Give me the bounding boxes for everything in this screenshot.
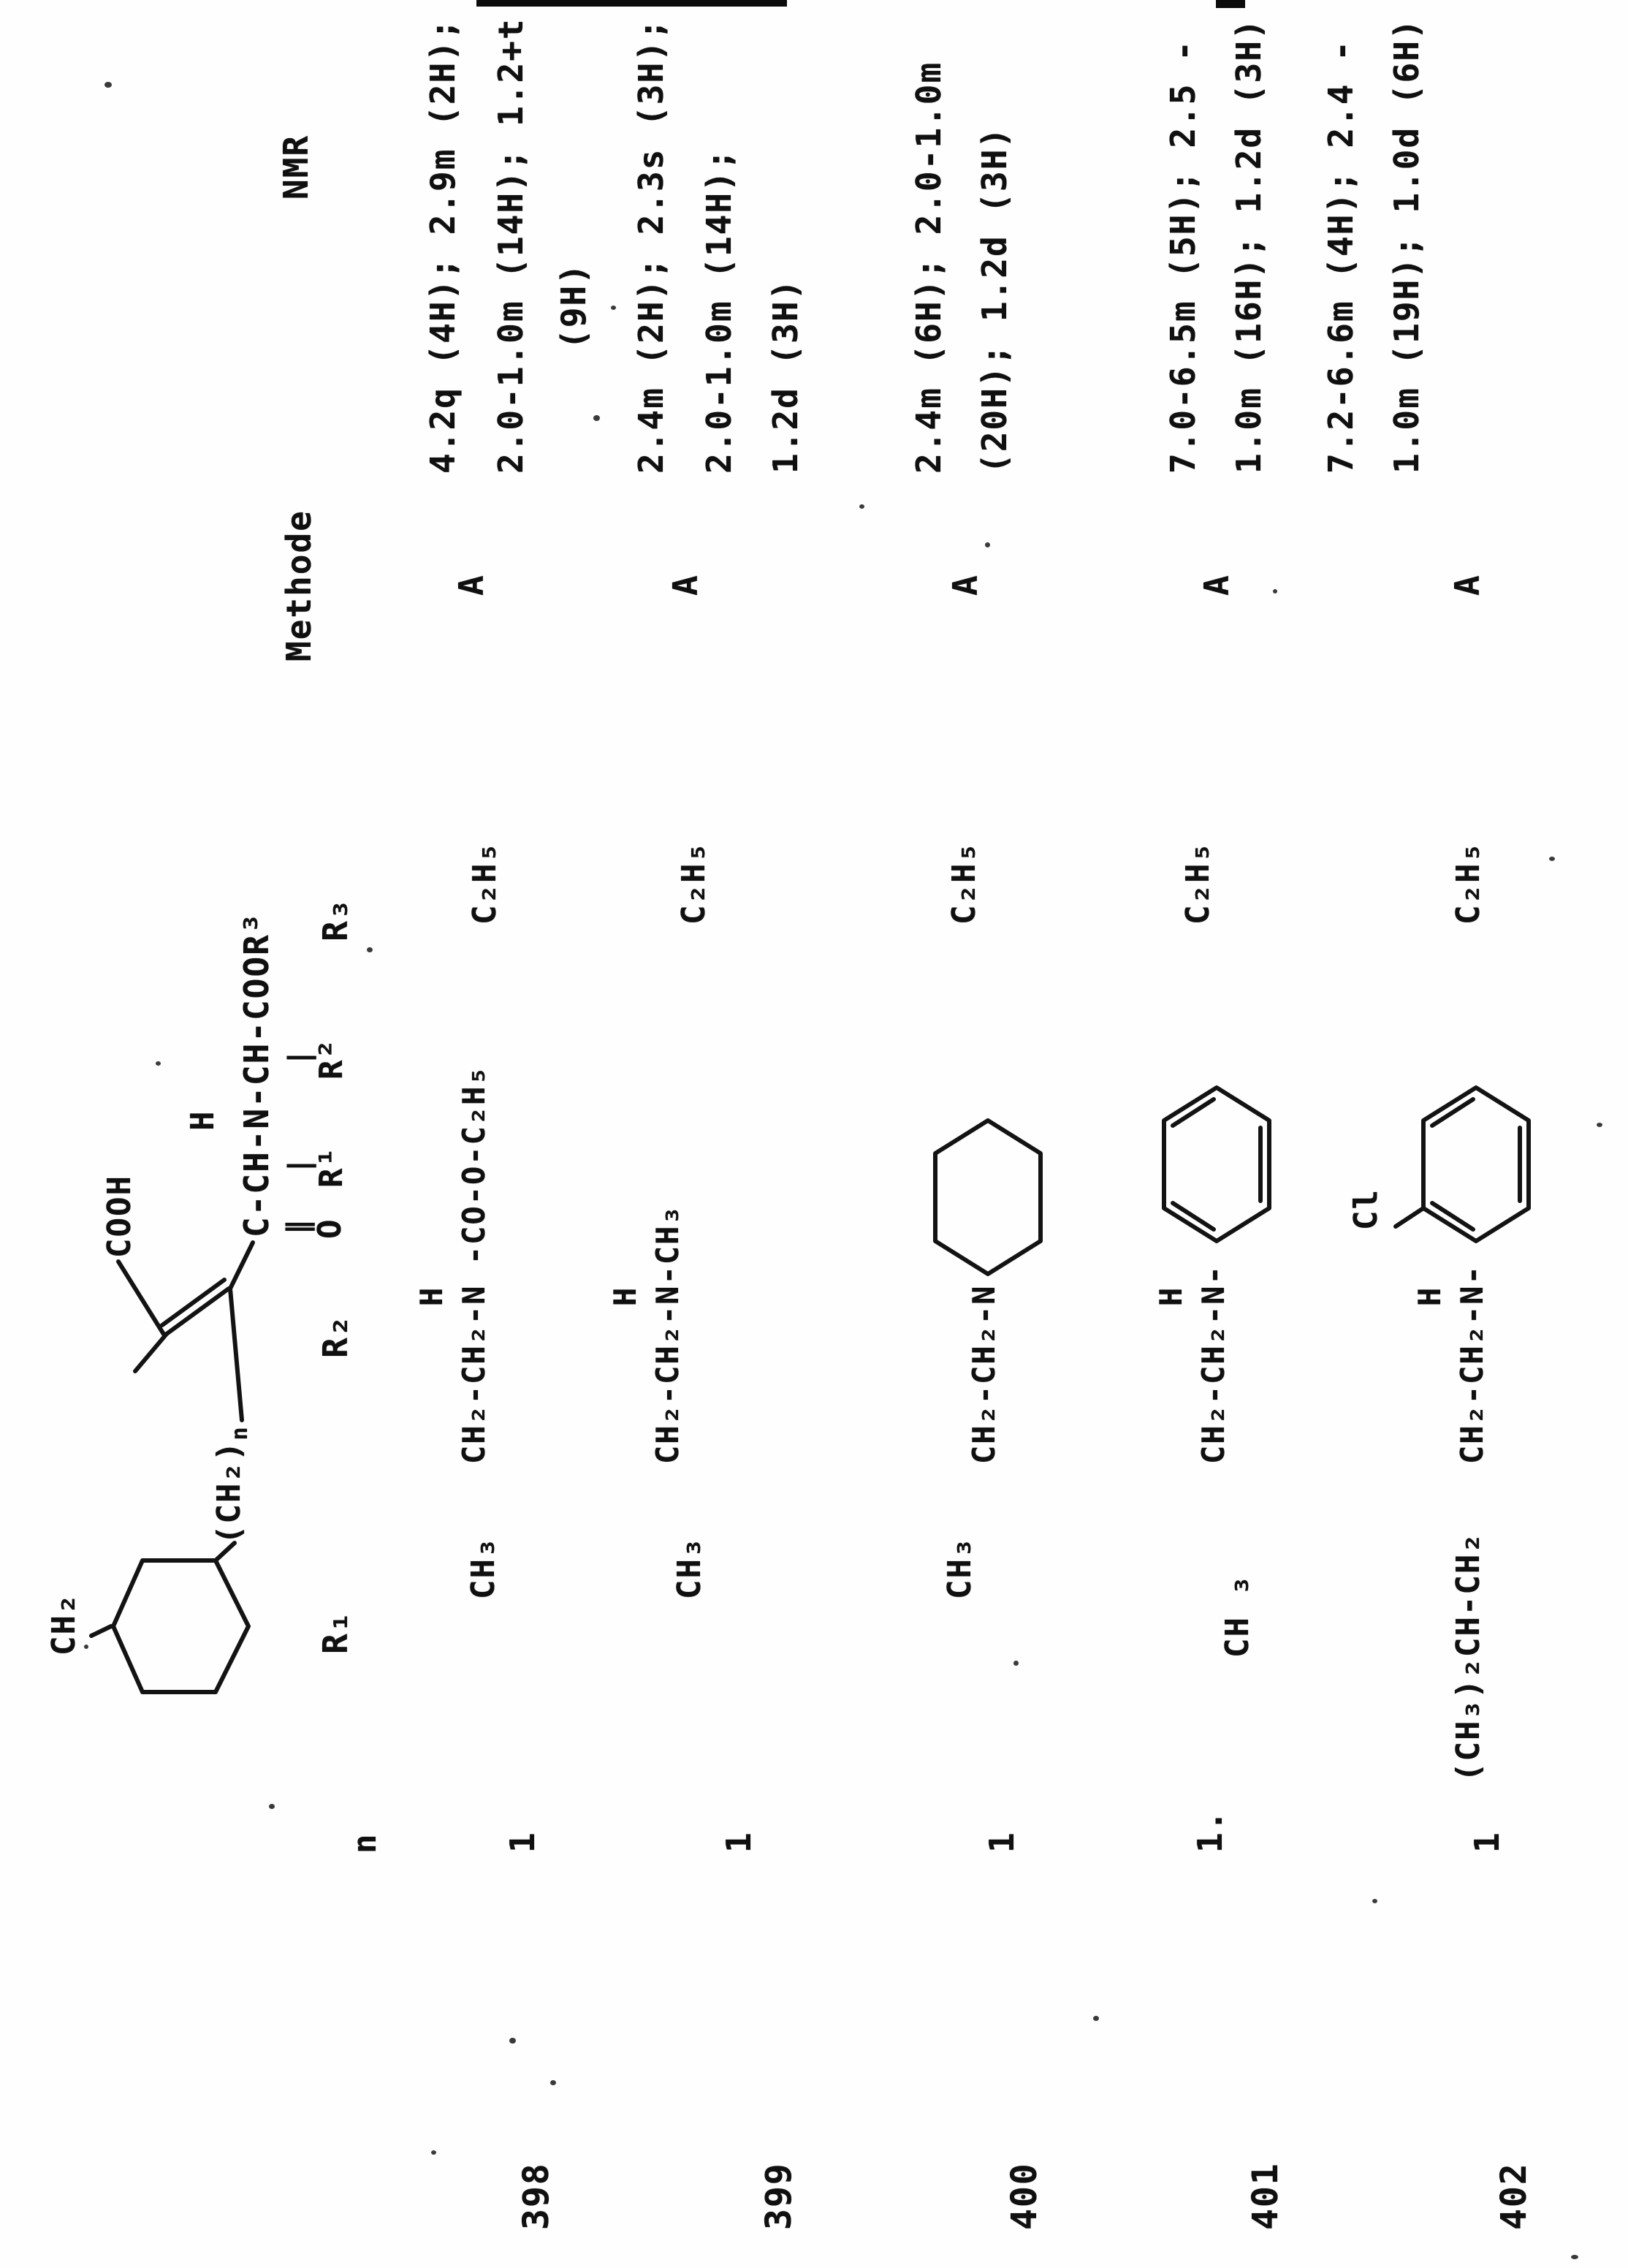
r3-value: C₂H₅ [675, 841, 712, 925]
scan-speck [269, 1804, 275, 1809]
chain-ch2-text: (CH₂) [210, 1440, 248, 1544]
structure-formula-drawing [29, 861, 358, 1716]
alkene-chain-bond [230, 1243, 253, 1289]
r2-formula: CH₂-CH₂-N-CH₃ [650, 1205, 685, 1464]
methode-value: A [452, 574, 491, 596]
cl-substituent-label: Cl [1347, 1188, 1385, 1230]
r1-substituent-label: R¹ [313, 1146, 350, 1188]
scan-speck [611, 306, 616, 310]
scan-speck [84, 1645, 88, 1649]
compound-number: 398 [516, 2162, 557, 2230]
r1-bond-bar: | [283, 1155, 316, 1175]
column-header-methode: Methode [279, 509, 319, 661]
nmr-line: 4.2q (4H); 2.9m (2H); [423, 18, 463, 474]
methode-value: A [666, 574, 705, 596]
scan-speck [985, 542, 990, 547]
nmr-line: 7.0-6.5m (5H); 2.5 - [1163, 39, 1203, 474]
r2-formula: CH₂-CH₂-N [966, 1284, 1002, 1464]
scan-speck [367, 947, 373, 952]
exocyclic-bond [91, 1626, 111, 1636]
scan-speck [431, 2150, 436, 2155]
r1-value: CH₃ [671, 1536, 708, 1599]
n-value: 1 [719, 1831, 758, 1853]
ring-chain-bond [216, 1543, 235, 1560]
n-value: 1 [982, 1831, 1022, 1853]
column-header-r3: R₃ [316, 898, 355, 941]
r3-value: C₂H₅ [466, 841, 503, 925]
cl-bond [1396, 1208, 1423, 1226]
r1-value: CH ₃ [1219, 1574, 1256, 1658]
chain-ch2n-label [210, 1425, 253, 1544]
chain-n-subscript: n [227, 1425, 253, 1441]
h-over-n-label: H [184, 1110, 221, 1131]
n-value: 1 [1467, 1831, 1507, 1853]
nmr-line: 7.2-6.6m (4H); 2.4 - [1321, 39, 1361, 474]
scan-speck [156, 1061, 161, 1066]
nmr-line: 1.2d (3H) [766, 278, 805, 474]
scan-speck [1013, 1661, 1019, 1666]
r2-h-over-n: H [1153, 1286, 1189, 1306]
piperidine-ring [929, 1113, 1046, 1281]
scan-speck [1093, 2016, 1099, 2021]
r2-bond-bar: | [283, 1047, 316, 1066]
compound-number: 399 [758, 2162, 799, 2230]
column-header-n: n [346, 1832, 384, 1854]
r3-value: C₂H₅ [1450, 841, 1487, 925]
scan-speck [859, 504, 864, 509]
n-value: 1 [503, 1831, 542, 1853]
scan-speck [104, 82, 112, 88]
alkene-double-bond-2 [162, 1280, 224, 1325]
nmr-line: 2.0-1.0m (14H); 1.2+t [491, 18, 530, 474]
scan-speck [1597, 1123, 1602, 1127]
n-value: 1. [1190, 1809, 1230, 1853]
phenyl-ring [1158, 1080, 1275, 1248]
stub-bond [135, 1334, 167, 1371]
r2-h-over-n: H [414, 1286, 449, 1306]
column-header-nmr: NMR [276, 134, 316, 200]
nmr-line: 2.4m (2H); 2.3s (3H); [631, 18, 671, 474]
r1-value: (CH₃)₂CH-CH₂ [1450, 1532, 1487, 1782]
scan-speck [593, 415, 600, 421]
methode-value: A [1197, 574, 1236, 596]
scan-speck [550, 2080, 556, 2085]
r3-value: C₂H₅ [1179, 841, 1217, 925]
column-header-r1: R₁ [316, 1610, 355, 1654]
cooh-bond [118, 1262, 164, 1335]
scan-speck [1571, 2255, 1578, 2259]
cyclohexane-ring [113, 1560, 248, 1692]
scan-speck [1273, 589, 1277, 593]
scan-speck [1549, 857, 1555, 861]
methode-value: A [946, 574, 985, 596]
cooh-label: COOH [101, 1175, 138, 1258]
compound-number: 400 [1004, 2162, 1045, 2230]
r2-formula: CH₂-CH₂-N- [1195, 1264, 1231, 1464]
scan-speck [1372, 1899, 1377, 1903]
r3-value: C₂H₅ [946, 841, 983, 925]
nmr-line: 1.0m (16H); 1.2d (3H) [1229, 18, 1268, 474]
nmr-line: (9H) [554, 262, 593, 349]
compound-number: 401 [1245, 2162, 1286, 2230]
nmr-line: 2.0-1.0m (14H); [699, 148, 739, 474]
carbonyl-double-mark: ‖ [281, 1218, 315, 1234]
r2-substituent-label: R² [313, 1038, 350, 1080]
scan-speck [509, 2038, 516, 2044]
r1-value: CH₃ [941, 1536, 978, 1599]
amide-backbone-label: C-CH-N-CH-COOR³ [237, 911, 276, 1237]
carbonyl-o-label: O [311, 1218, 349, 1239]
column-header-r2: R₂ [316, 1314, 355, 1358]
r2-h-over-n: H [607, 1286, 643, 1306]
compound-number: 402 [1494, 2162, 1534, 2230]
chain-alkene-bond [230, 1289, 242, 1420]
r2-formula: CH₂-CH₂-N- [1454, 1264, 1490, 1464]
nmr-line: 1.0m (19H); 1.0d (6H) [1387, 18, 1426, 474]
r2-formula: CH₂-CH₂-N -CO-O-C₂H₅ [456, 1065, 492, 1464]
nmr-line: 2.4m (6H); 2.0-1.0m [909, 61, 948, 474]
r2-h-over-n: H [1412, 1286, 1448, 1306]
r1-value: CH₃ [465, 1536, 502, 1599]
nmr-line: (20H); 1.2d (3H) [975, 126, 1014, 474]
alkene-double-bond-1 [167, 1289, 229, 1334]
methode-value: A [1448, 574, 1487, 596]
exocyclic-ch2-label: CH₂ [45, 1593, 83, 1656]
